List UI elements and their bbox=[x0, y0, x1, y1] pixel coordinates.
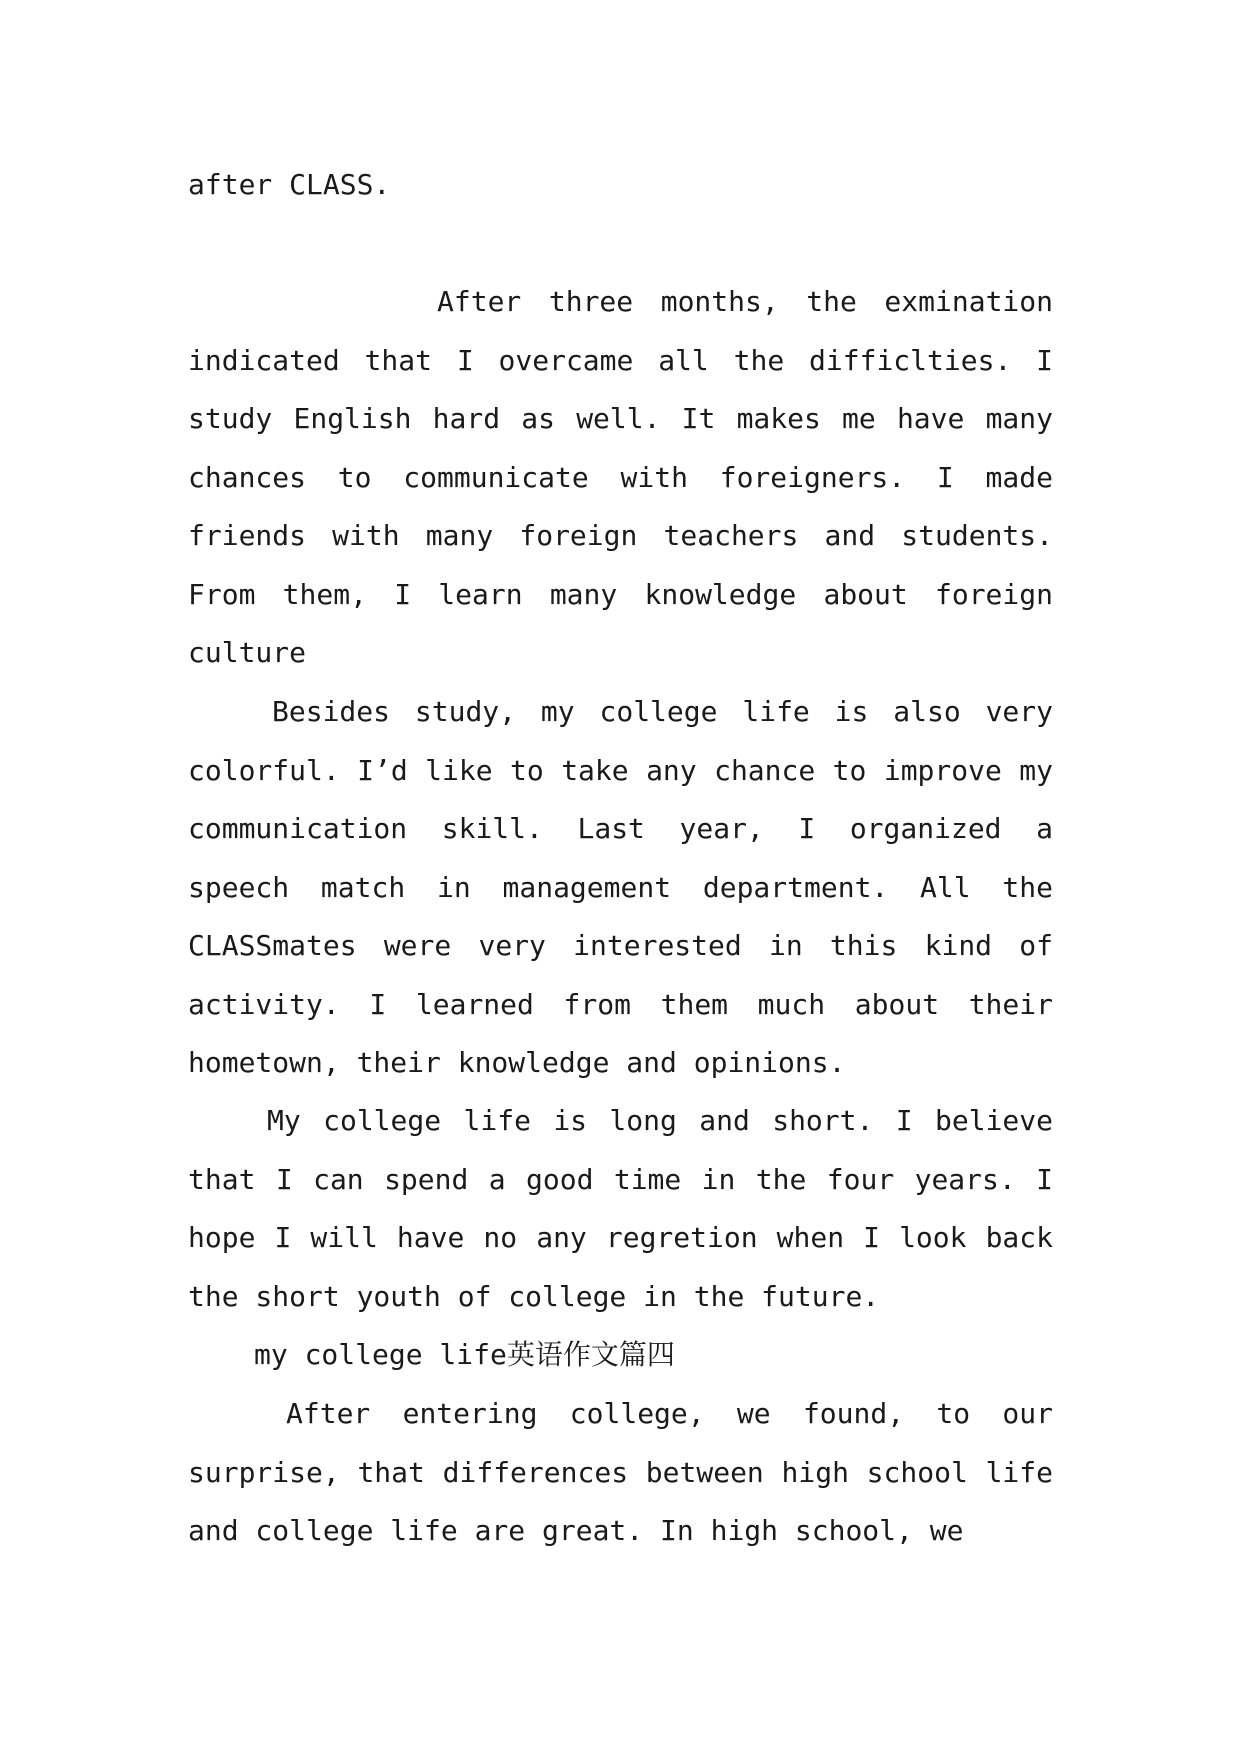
paragraph-continuation: after CLASS. bbox=[188, 168, 391, 201]
section-heading: my college life英语作文篇四 bbox=[254, 1338, 675, 1371]
paragraph-long-and-short: My college life is long and short. I believe that I can spend a good time in the four years. I hope I will have no any regretion when I look back the short youth of college in the future. bbox=[188, 1104, 1053, 1313]
paragraph-exam-results: After three months, the exmination indicated that I overcame all the difficlties. I study English hard as well. It makes me have many chances to communicate with foreigners. I made friends with many foreign teachers and students. From them, I learn many knowledge about foreign culture bbox=[188, 285, 1053, 669]
paragraph-colorful-life: Besides study, my college life is also very colorful. I’d like to take any chance to improve my communication skill. Last year, I organized a speech match in management department. All the CLASSmates were very interested in this kind of activity. I learned from them much about their hometown, their knowledge and opinions. bbox=[188, 695, 1053, 1079]
paragraph-entering-college: After entering college, we found, to our surprise, that differences between high school life and college life are great. In high school, we bbox=[188, 1397, 1053, 1547]
